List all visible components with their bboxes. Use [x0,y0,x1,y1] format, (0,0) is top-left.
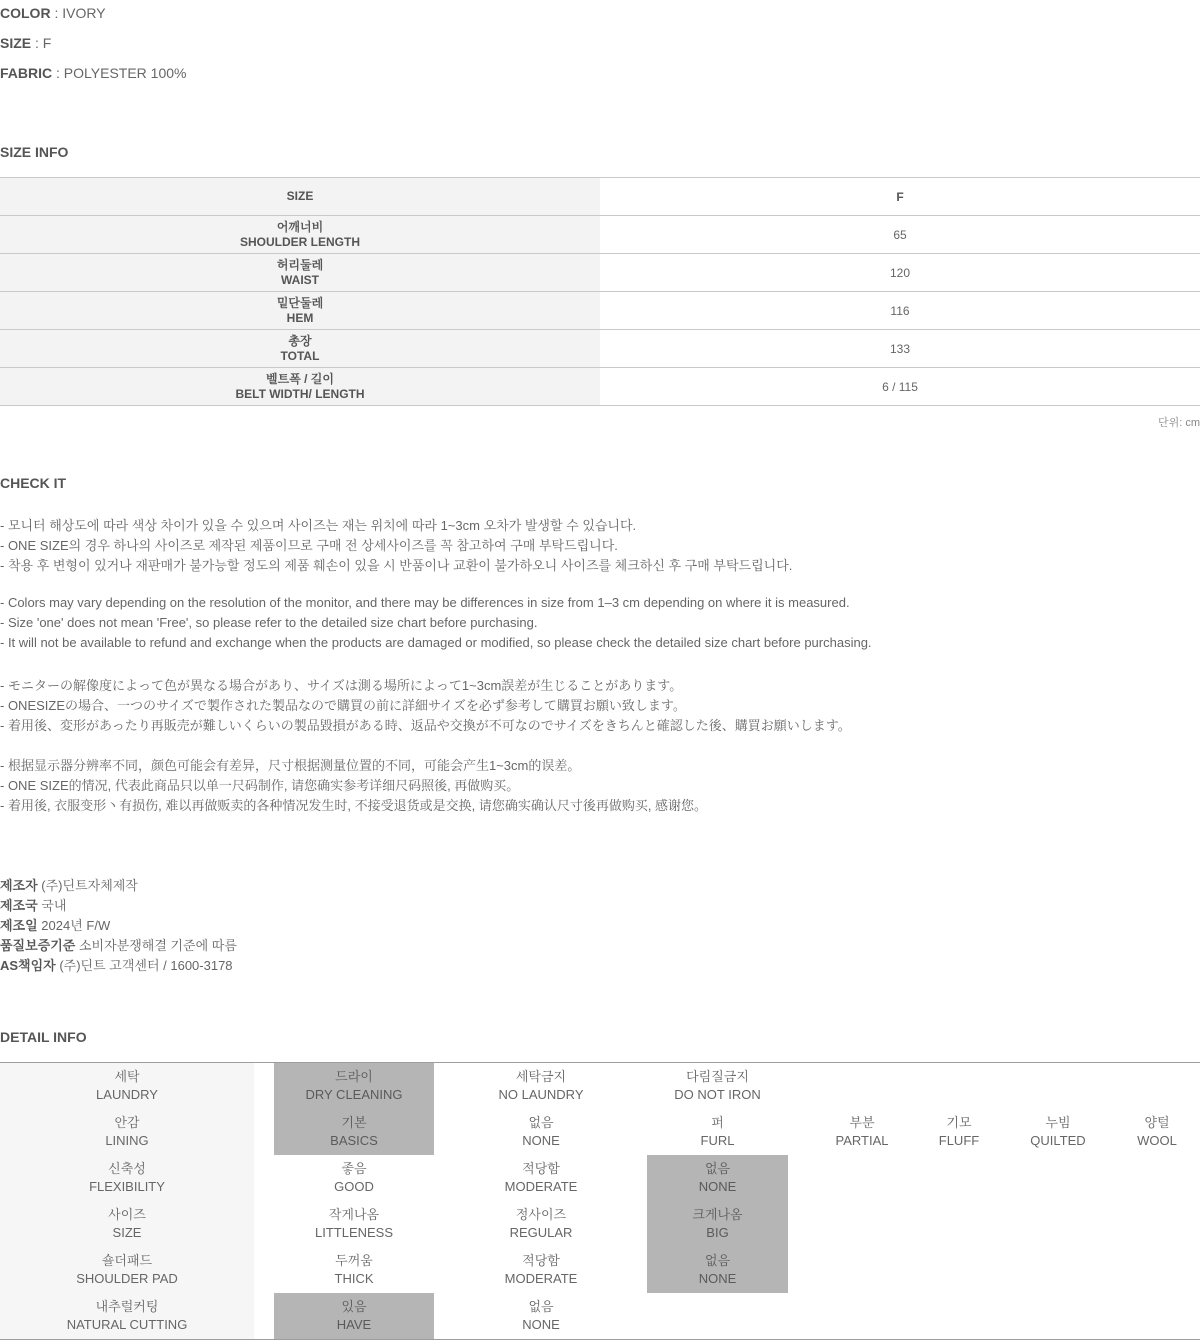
detail-label-ko: 양털 [1144,1115,1170,1130]
spec-fabric-label: FABRIC [0,65,53,81]
detail-label-ko: 사이즈 [108,1207,146,1222]
detail-label-ko: 세탁금지 [515,1069,567,1084]
table-row [0,292,1200,330]
maker-info-value: (주)딘트자체제작 [37,878,138,893]
detail-category [0,1293,254,1339]
maker-info-value: 소비자분쟁해결 기준에 따름 [75,938,237,953]
spec-size-value: : F [31,35,52,51]
detail-option [274,1109,434,1155]
detail-category [0,1247,254,1293]
detail-option [461,1293,621,1339]
detail-label-en: SHOULDER PAD [76,1271,178,1286]
check-line-zh: - 根据显示器分辨率不同，颜色可能会有差异，尺寸根据测量位置的不同，可能会产生1~3cm的误差。 [0,758,581,773]
size-row-label [0,292,600,330]
detail-option [274,1293,434,1339]
detail-label-ko: 없음 [704,1161,731,1176]
size-header-value: F [600,178,1200,216]
check-line-ja: - モニターの解像度によって色が異なる場合があり、サイズは測る場所によって1~3cm誤差が生じることがあります。 [0,678,683,693]
detail-label-ko: 신축성 [108,1161,146,1176]
check-line-ko: - 착용 후 변형이 있거나 재판매가 불가능할 정도의 제품 훼손이 있을 시 반품이나 교환이 불가하오니 사이즈를 체크하신 후 구매 부탁드립니다. [0,558,793,573]
detail-option [647,1063,788,1109]
size-row-label-en: TOTAL [280,348,320,363]
detail-label-en: FLEXIBILITY [89,1179,165,1194]
detail-label-en: LINING [105,1133,149,1148]
detail-label-en: MODERATE [504,1179,578,1194]
detail-category [0,1155,254,1201]
maker-info-value: 2024년 F/W [37,918,111,933]
detail-label-en: NO LAUNDRY [498,1087,584,1102]
spec-fabric-value: : POLYESTER 100% [52,65,187,81]
table-row [0,254,1200,292]
detail-label-ko: 숄더패드 [101,1253,153,1268]
detail-category [0,1063,254,1109]
detail-label-ko: 적당함 [522,1161,560,1176]
detail-label-ko: 적당함 [522,1253,560,1268]
size-row-value: 133 [600,330,1200,368]
detail-label-en: NONE [522,1317,560,1332]
maker-info-label: 품질보증기준 [0,938,76,953]
size-row-label [0,216,600,254]
size-row-label-ko: 어깨너비 [276,219,324,234]
detail-option [461,1063,621,1109]
table-row [0,330,1200,368]
detail-label-en: NATURAL CUTTING [66,1317,188,1332]
detail-option [274,1201,434,1247]
detail-category [0,1109,254,1155]
size-row-value: 120 [600,254,1200,292]
detail-label-en: HAVE [336,1317,372,1332]
detail-label-ko: 내추럴커팅 [95,1299,159,1314]
check-line-ko: - ONE SIZE의 경우 하나의 사이즈로 제작된 제품이므로 구매 전 상세사이즈를 꼭 참고하여 구매 부탁드립니다. [0,538,618,553]
size-row-label [0,330,600,368]
detail-label-en: FURL [700,1133,735,1148]
detail-label-en: PARTIAL [835,1133,889,1148]
detail-label-ko: 크게나옴 [692,1207,743,1222]
size-row-label-ko: 벨트폭 / 길이 [266,371,334,386]
check-line-zh: - 着用後, 衣服变形丶有损伤, 难以再做贩卖的各种情况发生时, 不接受退货或是交换, 请您确实确认尺寸後再做购买, 感谢您。 [0,798,708,813]
maker-info-row [0,875,138,894]
maker-info-row [0,955,233,974]
detail-label-ko: 퍼 [711,1115,724,1130]
detail-label-en: NONE [698,1271,737,1286]
detail-label-ko: 부분 [849,1115,875,1130]
size-row-label-en: HEM [286,310,314,325]
detail-label-ko: 기모 [946,1115,972,1130]
table-row [0,368,1200,406]
size-row-label-ko: 허리둘레 [276,257,324,272]
maker-info-value: (주)딘트 고객센터 / 1600-3178 [55,958,233,973]
detail-label-en: THICK [334,1271,374,1286]
detail-label-en: LITTLENESS [314,1225,394,1240]
size-row-label [0,368,600,406]
detail-label-ko: 세탁 [114,1069,140,1084]
spec-color [0,5,106,21]
detail-label-ko: 누빔 [1045,1115,1071,1130]
detail-label-ko: 없음 [704,1253,731,1268]
detail-label-ko: 정사이즈 [515,1207,567,1222]
check-line-ja: - 着用後、変形があったり再販売が難しいくらいの製品毀損がある時、返品や交換が不可なのでサイズをきちんと確認した後、購買お願いします。 [0,718,851,733]
detail-option [647,1109,788,1155]
size-row-value: 116 [600,292,1200,330]
detail-label-en: FLUFF [938,1133,980,1148]
detail-label-en: WOOL [1137,1133,1177,1148]
spec-fabric [0,65,186,81]
detail-label-en: DO NOT IRON [674,1087,761,1102]
detail-label-en: DRY CLEANING [305,1087,403,1102]
detail-label-en: QUILTED [1030,1133,1086,1148]
detail-option [274,1155,434,1201]
size-row-value: 6 / 115 [600,368,1200,406]
detail-label-ko: 없음 [528,1299,554,1314]
size-row-label-en: WAIST [281,272,319,287]
maker-info-label: 제조일 [0,918,38,933]
detail-label-en: SIZE [112,1225,142,1240]
detail-option [461,1109,621,1155]
detail-info-grid [0,1062,1200,1340]
maker-info-value: 국내 [37,898,67,913]
detail-label-ko: 안감 [114,1115,140,1130]
detail-label-ko: 다림질금지 [686,1069,749,1084]
detail-option [461,1247,621,1293]
detail-label-ko: 없음 [528,1115,554,1130]
detail-label-ko: 기본 [341,1115,367,1130]
detail-option [274,1247,434,1293]
detail-label-ko: 두꺼움 [335,1253,373,1268]
detail-label-en: GOOD [334,1179,374,1194]
size-row-value: 65 [600,216,1200,254]
detail-label-ko: 드라이 [335,1069,373,1084]
detail-label-en: NONE [522,1133,560,1148]
spec-color-label: COLOR [0,5,51,21]
check-line-ja: - ONESIZEの場合、一つのサイズで製作された製品なので購買の前に詳細サイズを必ず参考して購買お願い致します。 [0,698,686,713]
size-row-label [0,254,600,292]
maker-info-row [0,895,66,914]
size-row-label-en: BELT WIDTH/ LENGTH [235,386,365,401]
detail-label-en: BASICS [330,1133,378,1148]
detail-option [461,1155,621,1201]
spec-size [0,35,51,51]
detail-option [461,1201,621,1247]
maker-info-row [0,915,110,934]
detail-option [1112,1109,1200,1155]
maker-info-label: 제조자 [0,878,38,893]
size-row-label-ko: 총장 [288,333,312,348]
detail-info-title: DETAIL INFO [0,1029,87,1045]
detail-label-ko: 작게나옴 [328,1207,380,1222]
detail-option [915,1109,1003,1155]
detail-label-en: LAUNDRY [96,1087,158,1102]
size-info-title: SIZE INFO [0,144,69,160]
maker-info-label: AS책임자 [0,958,56,973]
detail-option [274,1063,434,1109]
spec-color-value: : IVORY [50,5,106,21]
size-row-label-ko: 밑단둘레 [276,295,324,310]
detail-option [647,1201,788,1247]
maker-info-row [0,935,237,954]
check-line-en: - Colors may vary depending on the resolution of the monitor, and there may be differences in size from 1–3 cm depending on where it is measured. [0,595,850,610]
check-line-en: - Size 'one' does not mean 'Free', so please refer to the detailed size chart before purchasing. [0,615,538,630]
detail-category [0,1201,254,1247]
spec-size-label: SIZE [0,35,32,51]
detail-option [647,1155,788,1201]
detail-label-ko: 있음 [341,1299,367,1314]
size-unit-note: 단위: cm [1157,417,1200,429]
check-line-ko: - 모니터 해상도에 따라 색상 차이가 있을 수 있으며 사이즈는 재는 위치에 따라 1~3cm 오차가 발생할 수 있습니다. [0,518,637,533]
maker-info-label: 제조국 [0,898,38,913]
check-it-title: CHECK IT [0,475,67,491]
detail-label-en: BIG [706,1225,729,1240]
detail-label-en: REGULAR [509,1225,573,1240]
table-row [0,216,1200,254]
detail-option [817,1109,907,1155]
size-table [0,177,1200,406]
size-row-label-en: SHOULDER LENGTH [240,234,360,249]
size-table-header [0,178,1200,216]
check-line-zh: - ONE SIZE的情况, 代表此商品只以单一尺码制作, 请您确实参考详细尺码照後, 再做购买。 [0,778,520,793]
detail-label-en: NONE [698,1179,737,1194]
detail-label-ko: 좋음 [341,1161,367,1176]
size-header-label: SIZE [0,178,600,216]
check-line-en: - It will not be available to refund and exchange when the products are damaged or modified, so please check the detailed size chart before purchasing. [0,635,872,650]
detail-option [647,1247,788,1293]
detail-label-en: MODERATE [504,1271,578,1286]
detail-option [1013,1109,1103,1155]
